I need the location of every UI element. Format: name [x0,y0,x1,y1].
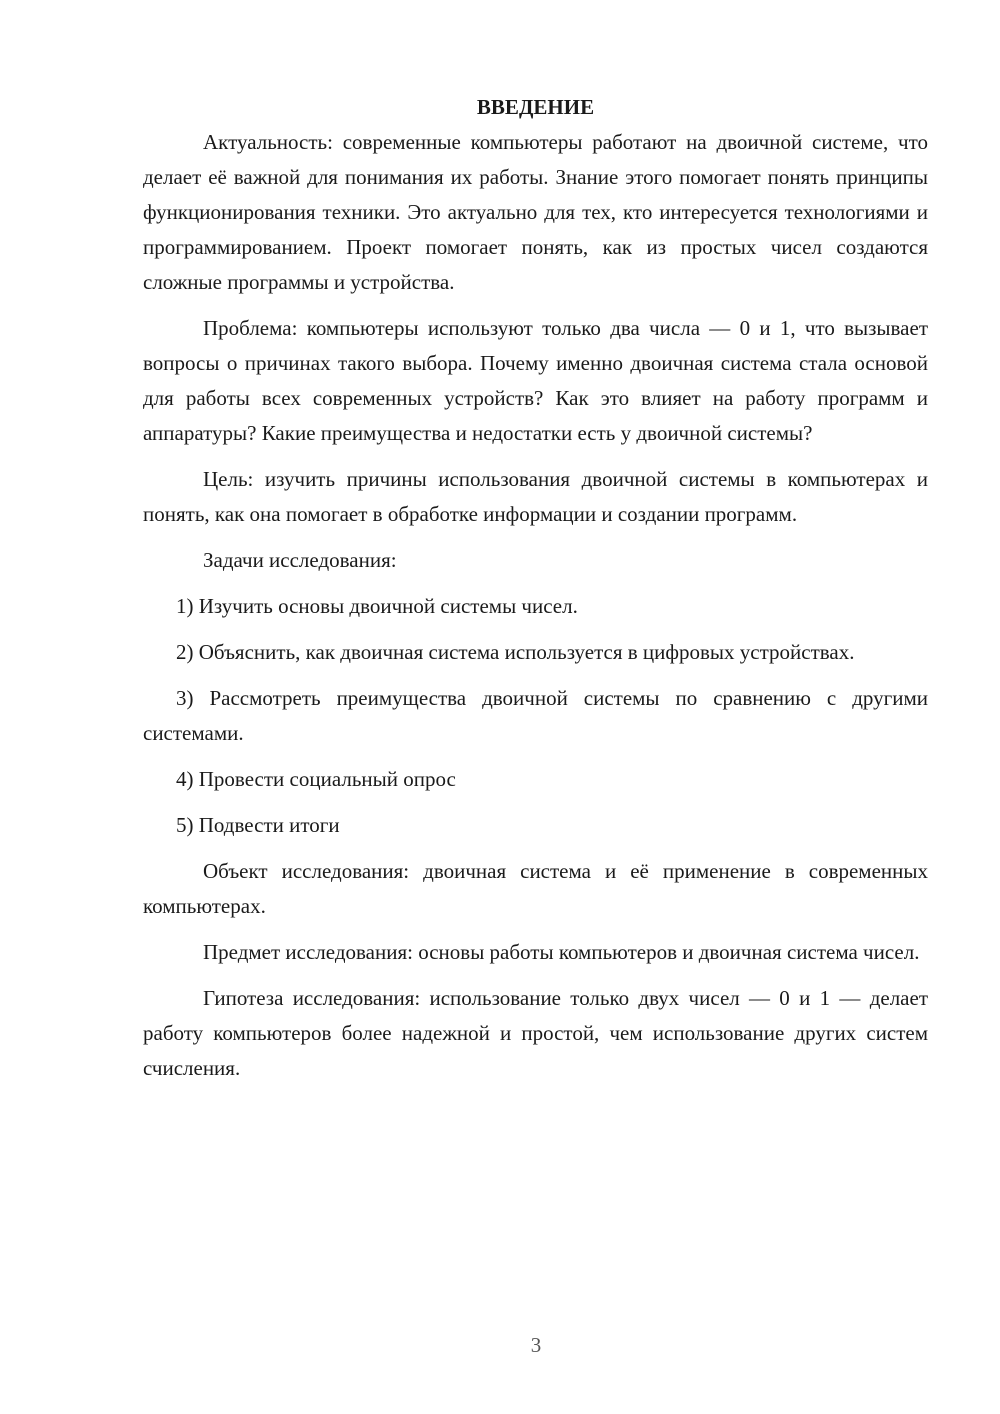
paragraph-problem: Проблема: компьютеры используют только два числа — 0 и 1, что вызывает вопросы о причинах такого выбора. Почему именно двоичная система стала основой для работы всех современных устройств? Как это влияет на работу программ и аппаратуры? Какие преимущества и недостатки есть у двоичной системы? [143,316,928,445]
list-item: 4) Провести социальный опрос [176,767,456,791]
paragraph-goal: Цель: изучить причины использования двоичной системы в компьютерах и понять, как она помогает в обработке информации и создании программ. [143,467,928,526]
list-item: 3) Рассмотреть преимущества двоичной системы по сравнению с другими системами. [143,686,928,745]
paragraph-object: Объект исследования: двоичная система и её применение в современных компьютерах. [143,859,928,918]
list-item: 2) Объяснить, как двоичная система используется в цифровых устройствах. [176,640,855,664]
paragraph-relevance: Актуальность: современные компьютеры работают на двоичной системе, что делает её важной для понимания их работы. Знание этого помогает понять принципы функционирования техники. Это актуально для тех, кто интересуется технологиями и программированием. Проект помогает понять, как из простых чисел создаются сложные программы и устройства. [143,130,928,294]
document-page [143,90,928,1097]
paragraph-subject: Предмет исследования: основы работы компьютеров и двоичная система чисел. [203,940,920,964]
page-title: ВВЕДЕНИЕ [476,95,595,119]
list-item: 1) Изучить основы двоичной системы чисел. [176,594,578,618]
list-item: 5) Подвести итоги [176,813,340,837]
page-number: 3 [530,1333,542,1357]
paragraph-hypothesis: Гипотеза исследования: использование только двух чисел — 0 и 1 — делает работу компьютеров более надежной и простой, чем использование других систем счисления. [143,986,928,1080]
tasks-heading: Задачи исследования: [203,548,397,572]
